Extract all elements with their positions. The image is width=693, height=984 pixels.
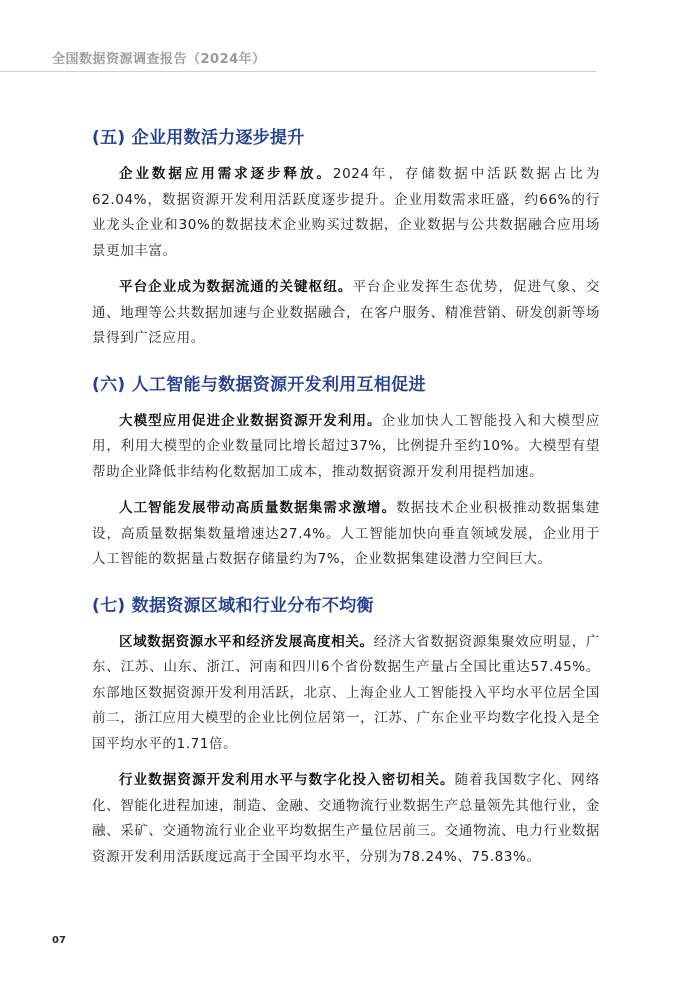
paragraph-lead: 大模型应用促进企业数据资源开发利用。 bbox=[119, 412, 382, 429]
paragraph bbox=[92, 496, 600, 573]
page-number: 07 bbox=[52, 935, 66, 946]
paragraph-body: 2024年，存储数据中活跃数据占比为62.04%，数据资源开发利用活跃度逐步提升。企业用数需求旺盛，约66%的行业龙头企业和30%的数据技术企业购买过数据，企业数据与公共数据融合应用场景更加丰富。 bbox=[92, 166, 600, 259]
section-title-6: (六) 人工智能与数据资源开发利用互相促进 bbox=[92, 374, 426, 395]
paragraph bbox=[92, 275, 600, 352]
paragraph bbox=[92, 768, 600, 870]
paragraph bbox=[92, 409, 600, 486]
paragraph-lead: 行业数据资源开发利用水平与数字化投入密切相关。 bbox=[119, 772, 455, 788]
running-header: 全国数据资源调查报告（2024年） bbox=[52, 52, 266, 67]
paragraph-body: 平台企业发挥生态优势，促进气象、交通、地理等公共数据加速与企业数据融合，在客户服务、精准营销、研发创新等场景得到广泛应用。 bbox=[92, 279, 600, 346]
paragraph-body: 企业加快人工智能投入和大模型应用，利用大模型的企业数量同比增长超过37%，比例提升至约10%。大模型有望帮助企业降低非结构化数据加工成本，推动数据资源开发利用提档加速。 bbox=[92, 412, 600, 480]
section-title-5: (五) 企业用数活力逐步提升 bbox=[92, 128, 305, 148]
paragraph bbox=[92, 630, 600, 758]
header-divider bbox=[0, 71, 596, 72]
paragraph-lead: 平台企业成为数据流通的关键枢纽。 bbox=[119, 279, 353, 295]
paragraph-body: 经济大省数据资源集聚效应明显，广东、江苏、山东、浙江、河南和四川6个省份数据生产量占全国比重达57.45%。东部地区数据资源开发利用活跃，北京、上海企业人工智能投入平均水平位居全国前二，浙江应用大模型的企业比例位居第一，江苏、广东企业平均数字化投入是全国平均水平的1.71倍。 bbox=[92, 633, 600, 752]
paragraph-body: 数据技术企业积极推动数据集建设，高质量数据集数量增速达27.4%。人工智能加快向垂直领域发展，企业用于人工智能的数据量占数据存储量约为7%，企业数据集建设潜力空间巨大。 bbox=[92, 500, 600, 567]
paragraph-lead: 区域数据资源水平和经济发展高度相关。 bbox=[119, 633, 374, 650]
paragraph-lead: 企业数据应用需求逐步释放。 bbox=[119, 166, 333, 182]
page-content bbox=[92, 124, 600, 870]
paragraph-lead: 人工智能发展带动高质量数据集需求激增。 bbox=[119, 500, 397, 516]
paragraph-body: 随着我国数字化、网络化、智能化进程加速，制造、金融、交通物流行业数据生产总量领先其他行业，金融、采矿、交通物流行业企业平均数据生产量位居前三。交通物流、电力行业数据资源开发利用活跃度远高于全国平均水平，分别为78.24%、75.83%。 bbox=[92, 772, 600, 865]
paragraph bbox=[92, 162, 600, 264]
section-title-7: (七) 数据资源区域和行业分布不均衡 bbox=[92, 595, 374, 616]
